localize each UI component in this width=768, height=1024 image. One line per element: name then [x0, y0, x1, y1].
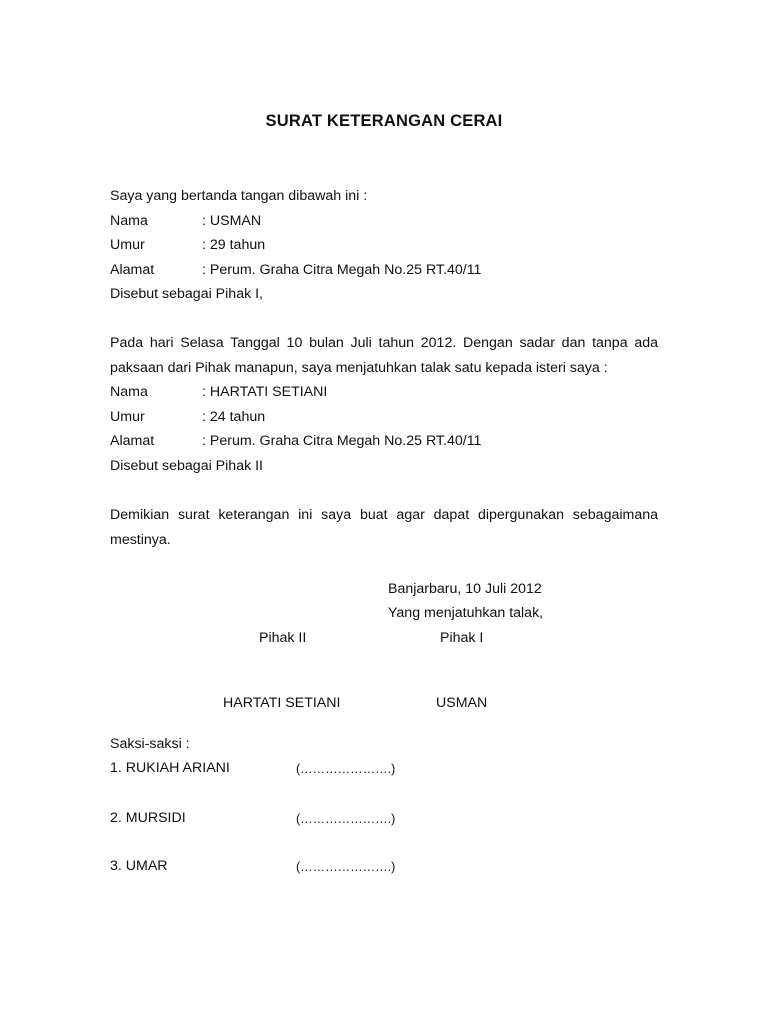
place-date: Banjarbaru, 10 Juli 2012	[388, 581, 542, 597]
statement-line-2: paksaan dari Pihak manapun, saya menjatuhkan talak satu kepada isteri saya :	[110, 359, 608, 376]
closing-line-1: Demikian surat keterangan ini saya buat agar dapat dipergunakan sebagaimana	[110, 507, 658, 523]
party2-address-label: Alamat	[110, 433, 155, 449]
signer-caption: Yang menjatuhkan talak,	[388, 605, 544, 621]
party2-name-row	[110, 380, 658, 405]
party2-address-value: : Perum. Graha Citra Megah No.25 RT.40/11	[202, 433, 482, 449]
witness-heading: Saksi-saksi :	[110, 736, 190, 752]
party1-section	[110, 184, 658, 307]
witness-3-signature-line: (………………….)	[296, 860, 396, 874]
party2-designation: Disebut sebagai Pihak II	[110, 457, 264, 474]
party1-designation: Disebut sebagai Pihak I,	[110, 286, 264, 302]
sign-right-label: Pihak I	[440, 630, 484, 646]
sign-left-name: HARTATI SETIANI	[223, 695, 341, 711]
witness-1-name: 1. RUKIAH ARIANI	[110, 760, 230, 776]
party1-address-label: Alamat	[110, 261, 155, 278]
party2-name-label: Nama	[110, 384, 148, 400]
party1-age-row	[110, 233, 658, 258]
sign-left-label: Pihak II	[259, 630, 307, 646]
party1-name-row	[110, 209, 658, 234]
party1-age-label: Umur	[110, 237, 145, 253]
party1-address-value: : Perum. Graha Citra Megah No.25 RT.40/11	[202, 261, 482, 278]
party1-address-row	[110, 258, 658, 283]
party2-age-label: Umur	[110, 408, 145, 425]
party1-name-label: Nama	[110, 212, 148, 229]
statement-line-1: Pada hari Selasa Tanggal 10 bulan Juli tahun 2012. Dengan sadar dan tanpa ada	[110, 335, 658, 351]
party2-name-value: : HARTATI SETIANI	[202, 384, 328, 400]
closing-line-2: mestinya.	[110, 531, 171, 548]
witness-3-name: 3. UMAR	[110, 858, 168, 874]
closing-section	[110, 503, 658, 552]
witness-2-name: 2. MURSIDI	[110, 810, 186, 826]
intro-text: Saya yang bertanda tangan dibawah ini :	[110, 188, 368, 204]
party2-age-row	[110, 405, 658, 430]
party2-age-value: : 24 tahun	[202, 408, 266, 425]
party1-name-value: : USMAN	[202, 212, 262, 229]
party2-address-row	[110, 429, 658, 454]
document-title: SURAT KETERANGAN CERAI	[265, 112, 503, 130]
witness-2-signature-line: (………………….)	[296, 812, 396, 826]
party1-age-value: : 29 tahun	[202, 237, 266, 253]
witness-1-signature-line: (………………….)	[296, 762, 396, 776]
sign-right-name: USMAN	[436, 695, 488, 711]
statement-section	[110, 331, 658, 478]
